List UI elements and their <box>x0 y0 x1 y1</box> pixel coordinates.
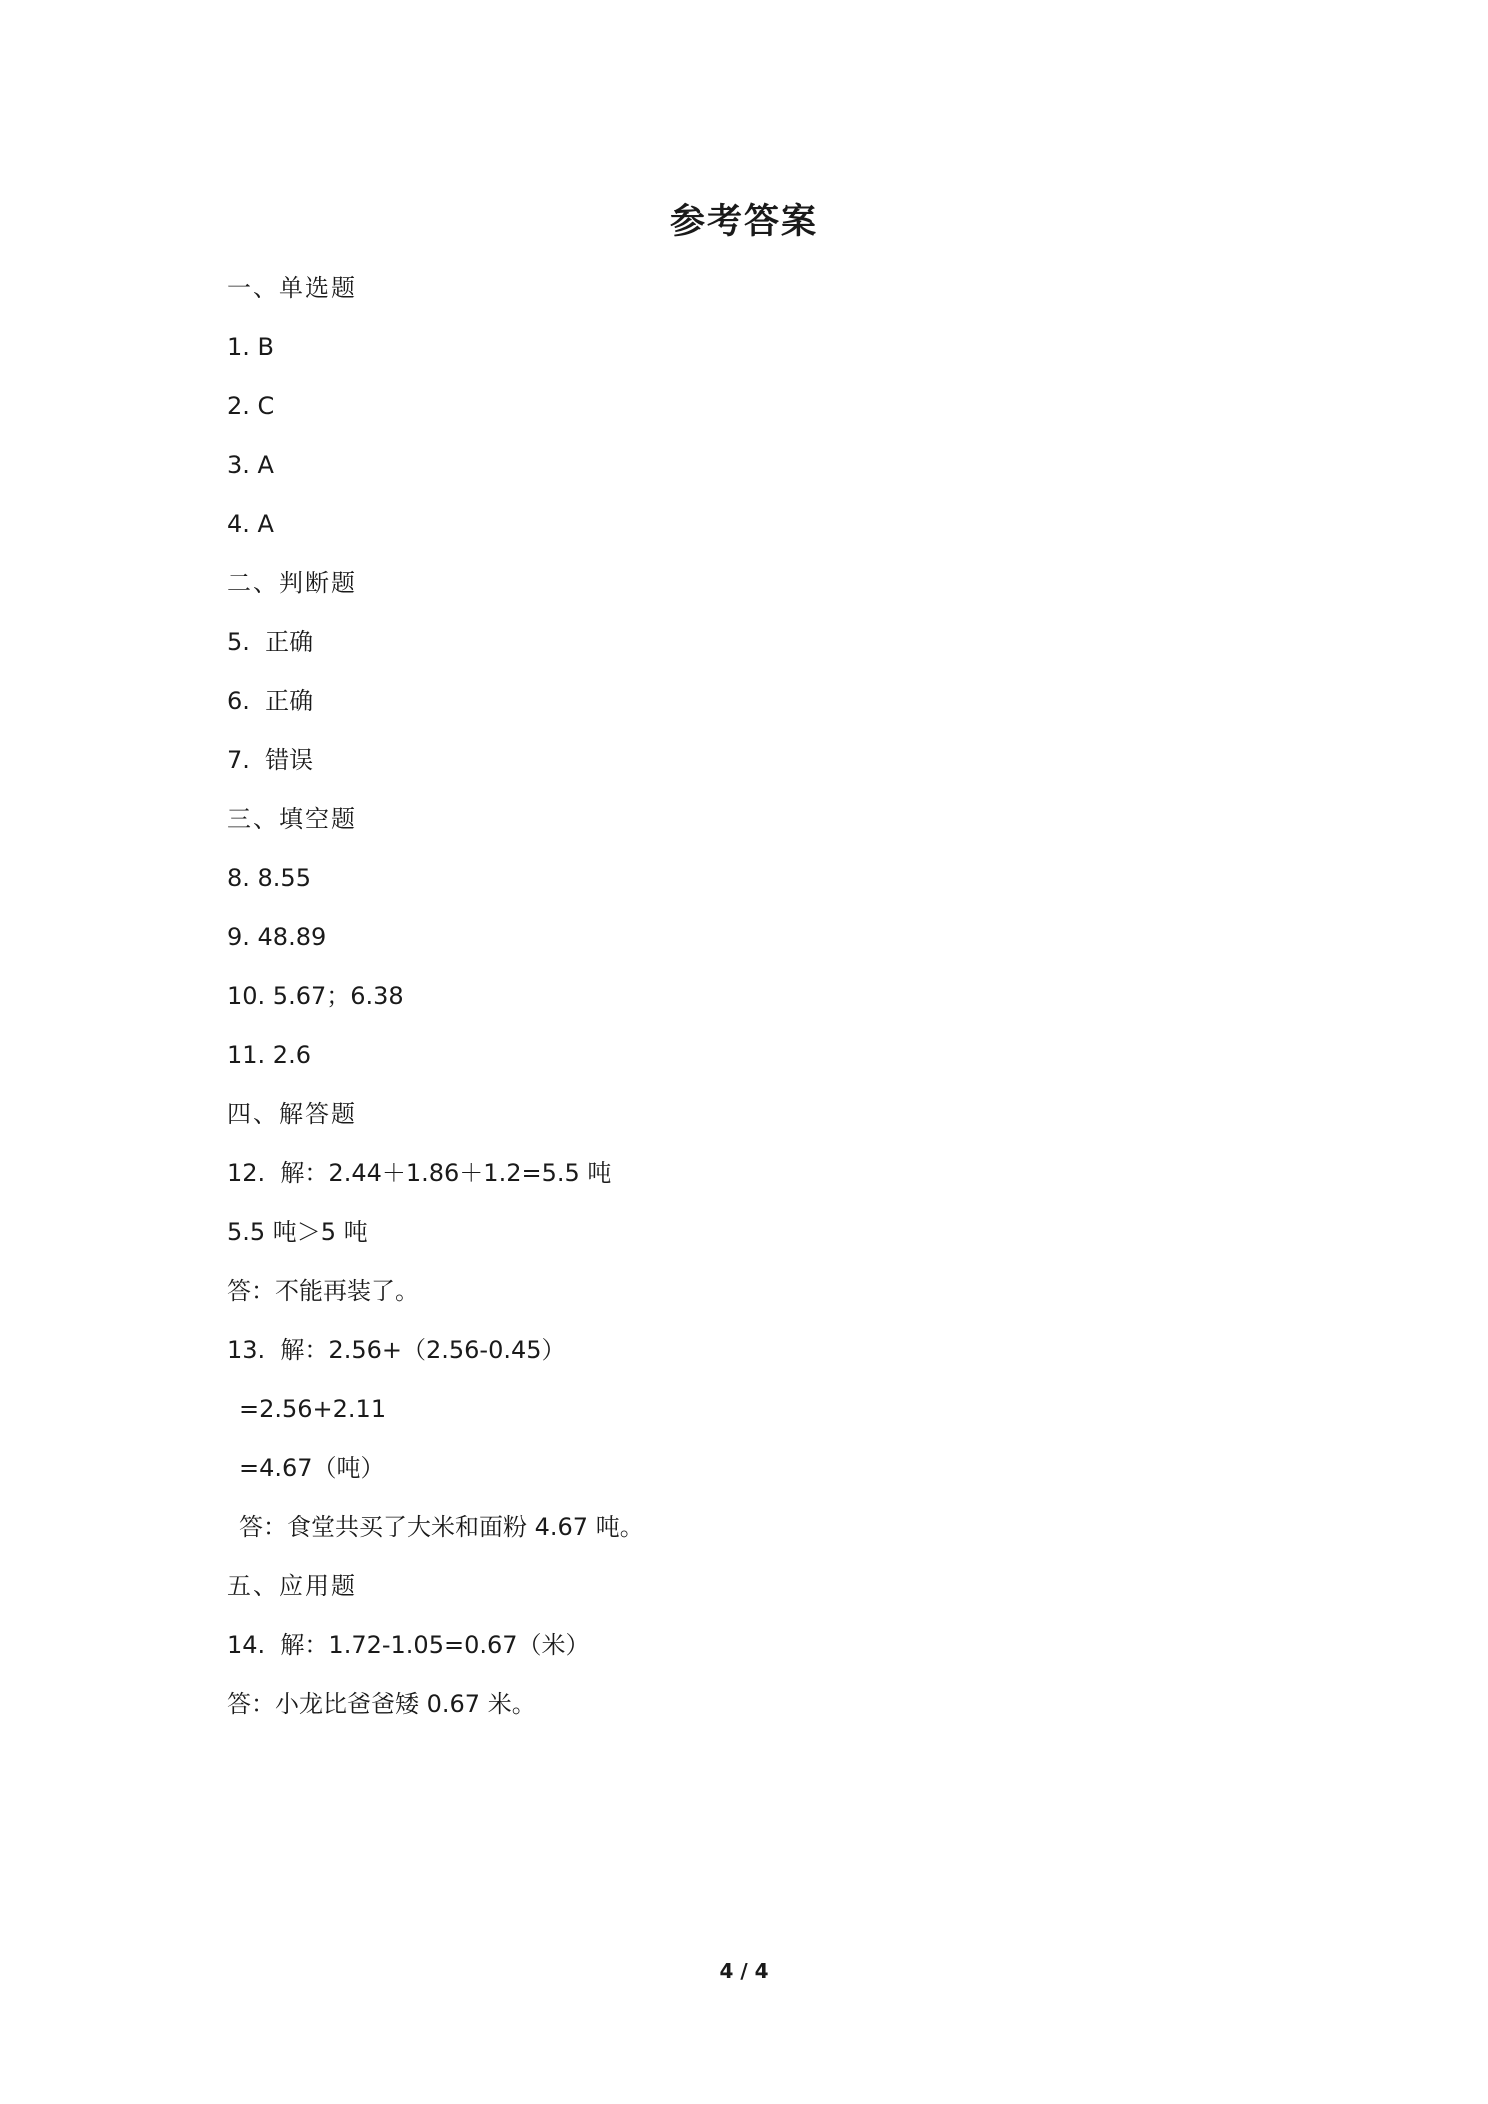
answer-line: 14. 解：1.72-1.05=0.67（米） <box>227 1631 590 1659</box>
page-number: 4 / 4 <box>719 1959 769 1983</box>
answer-line: 6. 正确 <box>227 687 314 715</box>
answer-line: =4.67（吨） <box>239 1454 385 1482</box>
answer-line: 3. A <box>227 451 274 479</box>
answer-line: 答：食堂共买了大米和面粉 4.67 吨。 <box>239 1513 644 1541</box>
answer-line: 9. 48.89 <box>227 923 327 951</box>
section-heading: 一、单选题 <box>227 274 357 302</box>
answer-line: 答：小龙比爸爸矮 0.67 米。 <box>227 1690 536 1718</box>
answer-line: 2. C <box>227 392 275 420</box>
answer-line: 答：不能再装了。 <box>227 1277 419 1305</box>
section-heading: 四、解答题 <box>227 1100 357 1128</box>
answer-line: 5.5 吨＞5 吨 <box>227 1218 368 1246</box>
answer-line: 1. B <box>227 333 274 361</box>
answer-line: 13. 解：2.56+（2.56-0.45） <box>227 1336 566 1364</box>
answer-line: 11. 2.6 <box>227 1041 311 1069</box>
answer-line: =2.56+2.11 <box>239 1395 387 1423</box>
answer-line: 5. 正确 <box>227 628 314 656</box>
answer-line: 12. 解：2.44＋1.86＋1.2=5.5 吨 <box>227 1159 612 1187</box>
page-title: 参考答案 <box>669 202 818 242</box>
answer-line: 8. 8.55 <box>227 864 311 892</box>
section-heading: 五、应用题 <box>227 1572 357 1600</box>
section-heading: 三、填空题 <box>227 805 357 833</box>
answer-list <box>227 262 1267 1737</box>
section-heading: 二、判断题 <box>227 569 357 597</box>
answer-line: 4. A <box>227 510 274 538</box>
answer-line: 7. 错误 <box>227 746 314 774</box>
answer-line: 10. 5.67；6.38 <box>227 982 404 1010</box>
